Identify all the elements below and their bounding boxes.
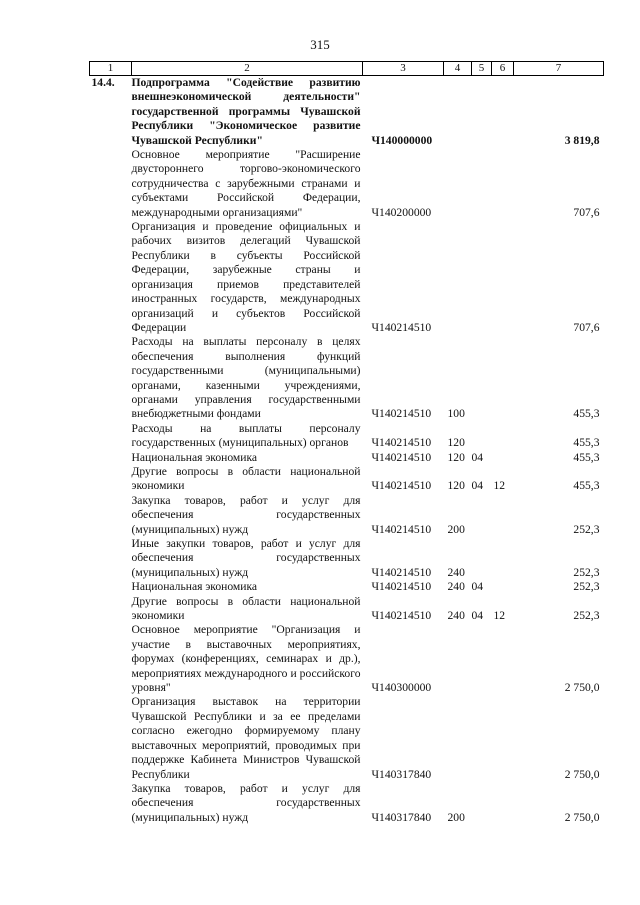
table-row bbox=[90, 695, 604, 781]
row-name: Закупка товаров, работ и услуг для обеспечения государственных (муниципальных) нужд bbox=[131, 781, 361, 824]
table-row bbox=[90, 580, 604, 594]
row-amount: 252,3 bbox=[573, 565, 600, 579]
header-cell-2: 2 bbox=[132, 62, 363, 76]
row-amount: 455,3 bbox=[573, 407, 600, 421]
page-number: 315 bbox=[310, 37, 330, 52]
row-number bbox=[90, 782, 132, 825]
row-expense-type bbox=[444, 76, 472, 149]
row-section bbox=[472, 695, 492, 781]
row-code: Ч140214510 bbox=[371, 565, 432, 579]
row-code: Ч140214510 bbox=[371, 436, 432, 450]
row-subsection: 12 bbox=[493, 609, 506, 623]
row-subsection bbox=[492, 623, 514, 695]
row-name: Другие вопросы в области национальной экономики bbox=[131, 594, 361, 623]
row-subsection bbox=[492, 451, 514, 465]
table-row bbox=[90, 148, 604, 220]
row-expense-type bbox=[444, 220, 472, 335]
row-code: Ч140214510 bbox=[371, 320, 432, 334]
row-number bbox=[90, 465, 132, 494]
row-amount: 2 750,0 bbox=[564, 681, 600, 695]
row-subsection bbox=[492, 148, 514, 220]
row-number bbox=[90, 537, 132, 580]
row-code: Ч140214510 bbox=[371, 580, 432, 594]
row-expense-type bbox=[444, 148, 472, 220]
row-name: Иные закупки товаров, работ и услуг для обеспечения государственных (муниципальных) нужд bbox=[131, 537, 361, 579]
row-expense-type: 120 bbox=[447, 450, 465, 464]
row-section bbox=[472, 220, 492, 335]
row-name: Основное мероприятие "Организация и участие в выставочных мероприятиях, форумах (конференциях, семинарах и др.), мероприятиях международного и российского уровня" bbox=[131, 623, 361, 695]
row-code: Ч140214510 bbox=[371, 609, 432, 623]
row-amount: 707,6 bbox=[573, 205, 600, 219]
row-expense-type: 100 bbox=[447, 407, 465, 421]
table-row bbox=[90, 537, 604, 580]
row-code: Ч140200000 bbox=[371, 205, 432, 219]
row-amount: 252,3 bbox=[573, 522, 600, 536]
row-code: Ч140214510 bbox=[371, 522, 432, 536]
row-number bbox=[90, 695, 132, 781]
table-row bbox=[90, 595, 604, 624]
row-amount: 455,3 bbox=[573, 479, 600, 493]
row-amount: 252,3 bbox=[573, 609, 600, 623]
row-section bbox=[472, 148, 492, 220]
row-name: Основное мероприятие "Расширение двустороннего торгово-экономического сотрудничества с зарубежными странами и субъектами Российской Федерации, международными организациями" bbox=[131, 148, 361, 219]
row-number: 14.4. bbox=[91, 76, 115, 89]
table-row bbox=[90, 220, 604, 335]
row-code: Ч140317840 bbox=[371, 810, 432, 824]
row-section bbox=[472, 335, 492, 421]
row-name: Национальная экономика bbox=[131, 580, 258, 594]
row-expense-type: 200 bbox=[447, 522, 465, 536]
row-subsection bbox=[492, 422, 514, 451]
row-amount: 252,3 bbox=[573, 580, 600, 594]
row-name: Организация и проведение официальных и рабочих визитов делегаций Чувашской Республики в субъекты Российской Федерации, зарубежные страны и организация приемов представителей иностранных государств, международных организаций и субъектов Российской Федерации bbox=[131, 220, 361, 334]
row-subsection: 12 bbox=[493, 479, 506, 493]
row-amount: 455,3 bbox=[573, 450, 600, 464]
row-amount: 3 819,8 bbox=[564, 133, 600, 147]
row-amount: 2 750,0 bbox=[564, 810, 600, 824]
row-amount: 455,3 bbox=[573, 436, 600, 450]
row-expense-type: 120 bbox=[447, 479, 465, 493]
header-row bbox=[90, 62, 604, 76]
row-number bbox=[90, 220, 132, 335]
row-section bbox=[472, 537, 492, 580]
row-number bbox=[90, 422, 132, 451]
row-subsection bbox=[492, 494, 514, 537]
row-subsection bbox=[492, 537, 514, 580]
row-expense-type: 200 bbox=[447, 810, 465, 824]
table-row bbox=[90, 623, 604, 695]
header-cell-4: 4 bbox=[444, 62, 472, 76]
header-cell-7: 7 bbox=[514, 62, 604, 76]
row-number bbox=[90, 595, 132, 624]
row-section bbox=[472, 76, 492, 149]
row-section: 04 bbox=[471, 479, 484, 493]
row-name: Другие вопросы в области национальной экономики bbox=[131, 464, 361, 493]
row-amount: 2 750,0 bbox=[564, 767, 600, 781]
row-name: Организация выставок на территории Чувашской Республики и за ее пределами согласно ежегодно формируемому плану выставочных мероприятий, проводимых при поддержке Кабинета Министров Чувашской Республики bbox=[131, 695, 361, 781]
row-expense-type: 120 bbox=[447, 436, 465, 450]
row-number bbox=[90, 623, 132, 695]
row-number bbox=[90, 335, 132, 421]
row-section: 04 bbox=[471, 450, 484, 464]
row-expense-type bbox=[444, 623, 472, 695]
row-subsection bbox=[492, 76, 514, 149]
budget-table bbox=[89, 61, 604, 825]
row-number bbox=[90, 580, 132, 594]
table-row bbox=[90, 76, 604, 149]
row-name: Закупка товаров, работ и услуг для обеспечения государственных (муниципальных) нужд bbox=[131, 493, 361, 536]
row-subsection bbox=[492, 580, 514, 594]
table-header bbox=[90, 62, 604, 76]
table-row bbox=[90, 494, 604, 537]
row-name: Расходы на выплаты персоналу государственных (муниципальных) органов bbox=[131, 421, 361, 450]
row-section bbox=[472, 782, 492, 825]
row-name: Подпрограмма "Содействие развитию внешнеэкономической деятельности" государственной программы Чувашской Республики "Экономическое развитие Чувашской Республики" bbox=[131, 76, 361, 147]
row-subsection bbox=[492, 782, 514, 825]
row-code: Ч140317840 bbox=[371, 767, 432, 781]
row-code: Ч140300000 bbox=[371, 681, 432, 695]
row-expense-type bbox=[444, 695, 472, 781]
row-expense-type: 240 bbox=[447, 580, 465, 594]
row-subsection bbox=[492, 695, 514, 781]
header-cell-3: 3 bbox=[363, 62, 444, 76]
header-cell-1: 1 bbox=[90, 62, 132, 76]
row-section bbox=[472, 494, 492, 537]
row-code: Ч140214510 bbox=[371, 450, 432, 464]
row-amount: 707,6 bbox=[573, 320, 600, 334]
table-row bbox=[90, 782, 604, 825]
row-section bbox=[472, 623, 492, 695]
row-expense-type: 240 bbox=[447, 609, 465, 623]
table-row bbox=[90, 422, 604, 451]
row-name: Национальная экономика bbox=[131, 450, 258, 464]
row-code: Ч140000000 bbox=[371, 133, 433, 147]
row-code: Ч140214510 bbox=[371, 407, 432, 421]
table-row bbox=[90, 465, 604, 494]
row-expense-type: 240 bbox=[447, 565, 465, 579]
row-section bbox=[472, 422, 492, 451]
row-number bbox=[90, 494, 132, 537]
row-section: 04 bbox=[471, 580, 484, 594]
table-row bbox=[90, 451, 604, 465]
row-subsection bbox=[492, 220, 514, 335]
row-name: Расходы на выплаты персоналу в целях обеспечения выполнения функций государственными (муниципальными) органами, казенными учреждениями, органами управления государственными внебюджетными фондами bbox=[131, 335, 361, 421]
row-number bbox=[90, 148, 132, 220]
row-section: 04 bbox=[471, 609, 484, 623]
table-body bbox=[90, 76, 604, 826]
table-row bbox=[90, 335, 604, 421]
header-cell-6: 6 bbox=[492, 62, 514, 76]
row-code: Ч140214510 bbox=[371, 479, 432, 493]
header-cell-5: 5 bbox=[472, 62, 492, 76]
row-subsection bbox=[492, 335, 514, 421]
row-number bbox=[90, 451, 132, 465]
